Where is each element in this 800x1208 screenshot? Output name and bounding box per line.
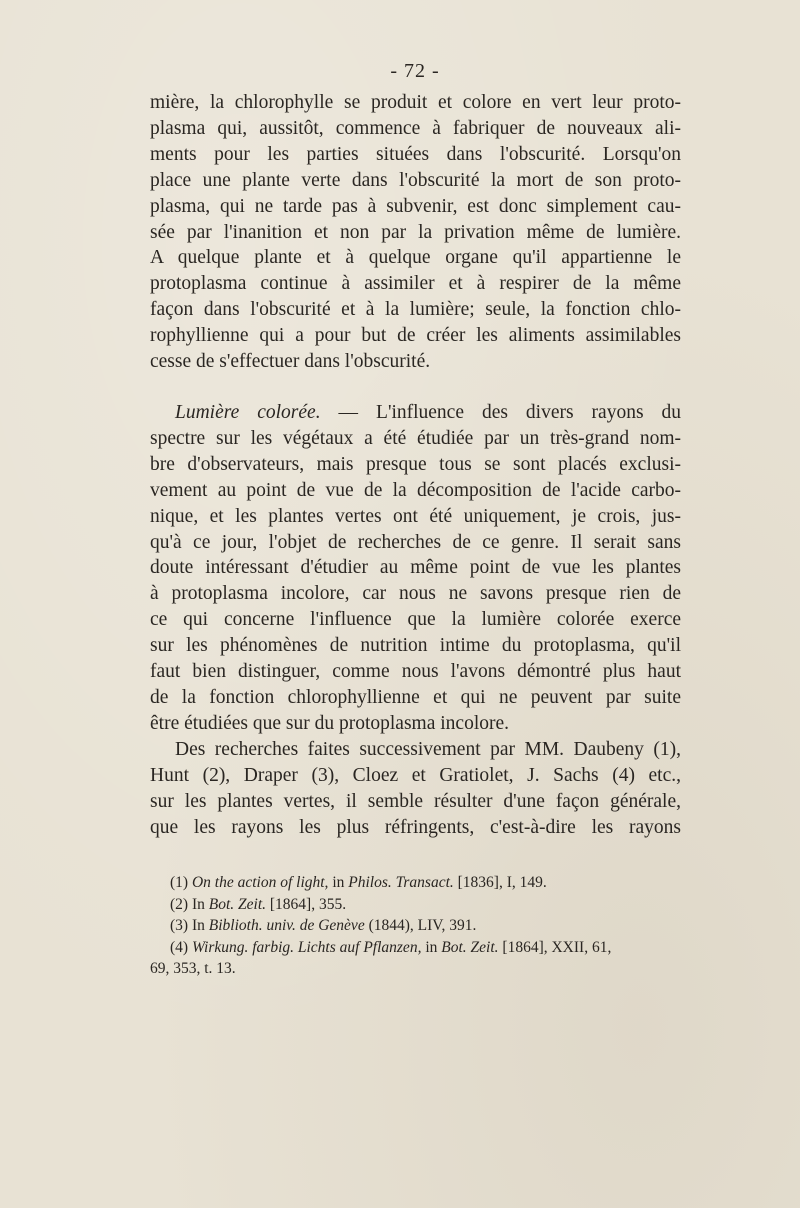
footnote-number: (2) [170, 895, 189, 913]
text-line: sée par l'inanition et non par la privation même de lumière. [150, 221, 681, 243]
text-line: plasma qui, aussitôt, commence à fabriquer de nouveaux ali- [150, 117, 681, 139]
text-line: que les rayons les plus réfringents, c'est-à-dire les rayons [150, 816, 681, 838]
text-line: faut bien distinguer, comme nous l'avons démontré plus haut [150, 661, 681, 683]
text-line: ments pour les parties situées dans l'obscurité. Lorsqu'on [150, 143, 681, 165]
footnote-source: Bot. Zeit. [208, 895, 267, 913]
text-line: spectre sur les végétaux a été étudiée par un très-grand nom- [150, 427, 681, 449]
text-line: mière, la chlorophylle se produit et colore en vert leur proto- [150, 92, 681, 113]
text-line: protoplasma continue à assimiler et à respirer de la même [150, 273, 681, 295]
text-line: à protoplasma incolore, car nous ne savons presque rien de [150, 583, 681, 605]
footnote-3 [150, 915, 681, 937]
text-line: sur les phénomènes de nutrition intime du protoplasma, qu'il [150, 635, 681, 657]
page-number: - 72 - [390, 60, 440, 82]
text-line: vement au point de vue de la décomposition de l'acide carbo- [150, 479, 681, 501]
paragraph-chlorophyll [150, 90, 681, 375]
footnote-text: In [188, 895, 209, 913]
text-line: rophyllienne qui a pour but de créer les aliments assimilables [150, 325, 681, 347]
text-line: plasma, qui ne tarde pas à subvenir, est donc simplement cau- [150, 195, 681, 217]
text-line: cesse de s'effectuer dans l'obscurité. [150, 351, 431, 373]
footnote-text: (1844), LIV, 391. [364, 917, 477, 934]
footnote-title: Wirkung. farbig. Lichts auf Pflanzen, [191, 938, 422, 956]
footnote-source: Bot. Zeit. [441, 938, 499, 956]
section-colored-light [150, 400, 681, 840]
footnote-title: On the action of light, [191, 874, 329, 891]
section-title: Lumière colorée. [175, 402, 321, 423]
footnote-text: [1864], 355. [266, 895, 347, 913]
text-line: Hunt (2), Draper (3), Cloez et Gratiolet, J. Sachs (4) etc., [150, 764, 681, 786]
text-line: A quelque plante et à quelque organe qu'il appartienne le [150, 247, 681, 269]
footnote-source: Biblioth. univ. de Genève [208, 917, 365, 934]
text-line: doute intéressant d'étudier au même point de vue les plantes [150, 557, 681, 579]
text-line: être étudiées que sur du protoplasma incolore. [150, 712, 510, 734]
footnote-text: [1836], I, 149. [453, 874, 547, 891]
text-line: de la fonction chlorophyllienne et qui ne peuvent par suite [150, 686, 681, 708]
text-line: sur les plantes vertes, il semble résulter d'une façon générale, [150, 790, 681, 812]
text-line: nique, et les plantes vertes ont été uniquement, je crois, jus- [150, 505, 681, 527]
text-line: façon dans l'obscurité et à la lumière; seule, la fonction chlo- [150, 299, 681, 321]
footnotes [150, 872, 681, 980]
text-line: Des recherches faites successivement par MM. Daubeny (1), [175, 738, 681, 760]
footnote-text: [1864], XXII, 61, [498, 938, 612, 956]
footnote-text: in [328, 874, 349, 891]
section-heading-line [150, 400, 681, 426]
footnote-source: Philos. Transact. [348, 874, 454, 891]
footnote-2 [150, 894, 681, 916]
footnote-number: (4) [170, 938, 189, 956]
footnote-4-continued: 69, 353, t. 13. [150, 960, 236, 977]
text-line: ce qui concerne l'influence que la lumière colorée exerce [150, 609, 681, 631]
footnote-text: in [421, 938, 442, 956]
footnote-number: (3) [170, 917, 189, 934]
footnote-number: (1) [170, 874, 189, 891]
text-line: qu'à ce jour, l'objet de recherches de ce genre. Il serait sans [150, 531, 681, 553]
footnote-text: In [188, 917, 209, 934]
text-line: place une plante verte dans l'obscurité la mort de son proto- [150, 169, 681, 191]
footnote-4 [150, 937, 681, 959]
footnote-1 [150, 872, 681, 894]
text-segment: — L'influence des divers rayons du [320, 402, 681, 423]
text-line: bre d'observateurs, mais presque tous se sont placés exclusi- [150, 453, 681, 475]
